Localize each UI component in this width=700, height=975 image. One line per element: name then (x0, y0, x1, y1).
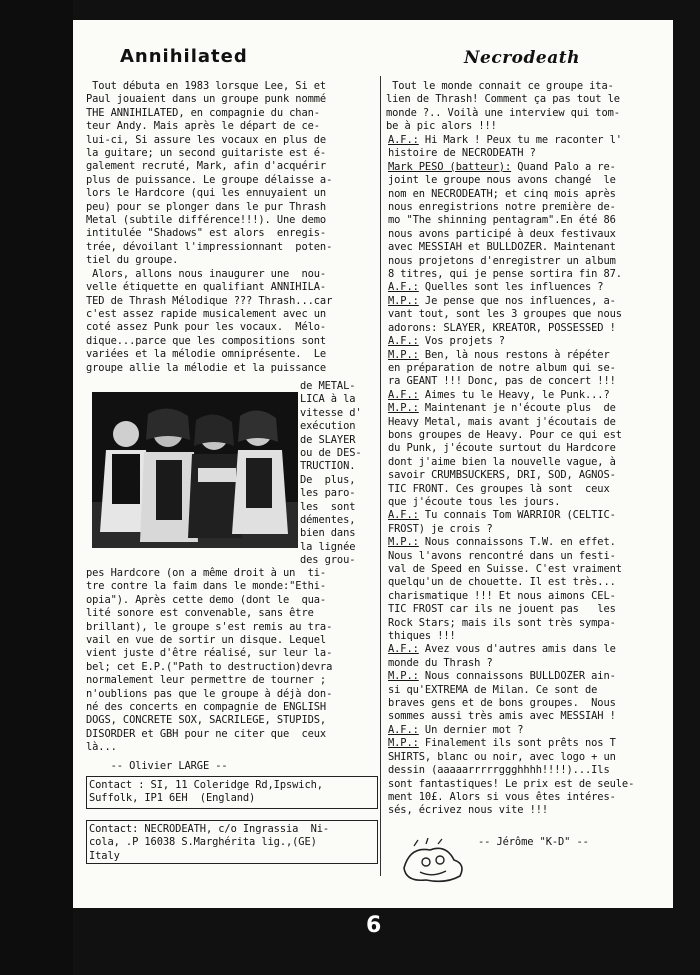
speaker-label: A.F.: (388, 643, 419, 656)
interview-line (388, 563, 678, 576)
interview-line (388, 429, 678, 442)
interview-line (388, 496, 678, 509)
article-line: opia"). Après cette demo (dont le qua- (86, 593, 327, 606)
article-line: les sont (300, 500, 356, 513)
interview-line (388, 241, 678, 254)
interview-text: nous enregistrions notre première de- (388, 201, 616, 214)
band-photo (92, 392, 298, 548)
intro-line: Tout le monde connait ce groupe ita- (386, 80, 614, 92)
interview-text: savoir CRUMBSUCKERS, DRI, SOD, AGNOS- (388, 469, 616, 482)
interview-line (388, 791, 678, 804)
necrodeath-title: Necrodeath (464, 48, 580, 68)
interview-line (388, 697, 678, 710)
article-line: groupe allie la mélodie et la puissance (86, 361, 327, 374)
article-line: Paul jouaient dans un groupe punk nommé (86, 93, 327, 106)
interview-line (388, 375, 678, 388)
interview-line (388, 469, 678, 482)
interview-line (388, 322, 678, 335)
speaker-label: A.F.: (388, 281, 419, 294)
interview-line (388, 161, 678, 174)
interview-line (388, 134, 678, 147)
interview-text: sés, écrivez nous vite !!! (388, 804, 549, 817)
interview-text: histoire de NECRODEATH ? (388, 147, 536, 160)
interview-line (388, 737, 678, 750)
interview-line (388, 550, 678, 563)
interview-line (388, 308, 678, 321)
interview-text: Un dernier mot ? (418, 723, 524, 736)
speaker-label: M.P.: (388, 294, 419, 307)
interview-line (388, 188, 678, 201)
interview-text: du Punk, j'écoute surtout du Hardcore (388, 442, 616, 455)
interview-text: Vos projets ? (418, 335, 505, 348)
interview-text: mo "The shinning pentagram".En été 86 (388, 214, 616, 227)
article-line: variées et la mélodie omniprésente. Le (86, 348, 327, 361)
interview-text: Tu connais Tom WARRIOR (CELTIC- (418, 509, 616, 522)
interview-text: en préparation de notre album qui se- (388, 361, 616, 374)
interview-text: nom en NECRODEATH; et cinq mois après (388, 187, 616, 200)
article-line: vail en vue de sortir un disque. Lequel (86, 634, 327, 647)
article-line: des grou- (300, 554, 356, 567)
interview-line (388, 603, 678, 616)
interview-line (388, 751, 678, 764)
interview-text: SHIRTS, blanc ou noir, avec logo + un (388, 750, 616, 763)
interview-text: vant tout, sont les 3 groupes que nous (388, 308, 622, 321)
interview-line (388, 174, 678, 187)
interview-text: Maintenant je n'écoute plus de (418, 402, 616, 415)
speaker-label: A.F.: (388, 509, 419, 522)
interview-line (388, 147, 678, 160)
interview-text: TIC FRONT. Ces groupes là sont ceux (388, 482, 610, 495)
interview-text: Quelles sont les influences ? (418, 281, 604, 294)
intro-line: lien de Thrash! Comment ça pas tout le (386, 93, 620, 106)
contact-line: Contact: NECRODEATH, c/o Ingrassia Ni- (89, 823, 330, 835)
speaker-label: Mark PESO (batteur): (388, 160, 512, 173)
interview-line (388, 255, 678, 268)
interview-text: Heavy Metal, mais avant j'écoutais de (388, 415, 616, 428)
article-line: de METAL- (300, 380, 356, 392)
interview-line (388, 483, 678, 496)
interview-text: Je pense que nos influences, a- (418, 294, 616, 307)
interview-text: FROST) je crois ? (388, 522, 493, 535)
interview-text: bons groupes de Heavy. Pour ce qui est (388, 428, 622, 441)
interview-line (388, 724, 678, 737)
article-line: TRUCTION. (300, 460, 356, 473)
doodle-illustration (396, 838, 476, 886)
interview-text: thiques !!! (388, 630, 456, 643)
article-line: bien dans (300, 527, 356, 540)
interview-text: Aimes tu le Heavy, le Punk...? (418, 388, 610, 401)
interview-line (388, 362, 678, 375)
article-line: tiel du groupe. (86, 254, 179, 267)
interview-line (388, 804, 678, 817)
article-line: lui-ci, Si assure les vocaux en plus de (86, 133, 327, 146)
speaker-label: M.P.: (388, 402, 419, 415)
speaker-label: M.P.: (388, 536, 419, 549)
interview-text: Hi Mark ! Peux tu me raconter l' (418, 134, 622, 146)
article-line: teur Andy. Mais après le départ de ce- (86, 120, 320, 133)
interview-line (388, 456, 678, 469)
article-line: DOGS, CONCRETE SOX, SACRILEGE, STUPIDS, (86, 714, 327, 727)
article-line: LICA à la (300, 393, 356, 406)
interview-line (388, 201, 678, 214)
annihilated-article-wrap (300, 380, 382, 568)
speaker-label: M.P.: (388, 670, 419, 683)
interview-line (388, 778, 678, 791)
article-line: lité sonore est convenable, sans être (86, 607, 314, 620)
interview-text: quelqu'un de chouette. Il est très... (388, 576, 616, 589)
necrodeath-contact-box (86, 820, 378, 864)
interview-text: Ben, là nous restons à répéter (418, 348, 610, 361)
article-line: velle étiquette en qualifiant ANNIHILA- (86, 281, 327, 294)
article-line: là... (86, 741, 117, 754)
article-line: lors le Hardcore (qui les ennuyaient un (86, 187, 327, 200)
article-line: ou de DES- (300, 447, 362, 460)
article-line: les paro- (300, 487, 356, 500)
interview-line (388, 228, 678, 241)
annihilated-article-part2 (86, 567, 378, 755)
necrodeath-intro (386, 80, 676, 134)
interview-line (388, 335, 678, 348)
interview-text: Nous connaissons T.W. en effet. (418, 536, 616, 549)
article-line: vient juste d'être réalisé, sur leur la- (86, 647, 333, 660)
article-line: De plus, (300, 473, 356, 486)
interview-text: Rock Stars; mais ils sont très sympa- (388, 616, 616, 629)
interview-text: val de Speed en Suisse. C'est vraiment (388, 563, 622, 575)
annihilated-contact-box (86, 776, 378, 809)
article-line: tre contre la faim dans le monde:"Ethi- (86, 580, 327, 593)
article-line: TED de Thrash Mélodique ??? Thrash...car (86, 294, 333, 307)
annihilated-signature: -- Olivier LARGE -- (86, 760, 228, 772)
interview-line (388, 442, 678, 455)
interview-line (388, 416, 678, 429)
article-line: né des concerts en compagnie de ENGLISH (86, 701, 327, 714)
article-line: Alors, allons nous inaugurer une nou- (86, 267, 327, 280)
article-line: intitulée "Shadows" est alors enregis- (86, 227, 327, 240)
page-number: 6 (366, 913, 382, 938)
speaker-label: M.P.: (388, 348, 419, 361)
interview-line (388, 670, 678, 683)
intro-line: monde ?.. Voilà une interview qui tom- (386, 106, 620, 119)
interview-text: TIC FROST car ils ne jouent pas les (388, 603, 616, 616)
speaker-label: A.F.: (388, 134, 419, 146)
article-line: plus de puissance. Le groupe délaisse a- (86, 173, 333, 186)
speaker-label: A.F.: (388, 388, 419, 401)
interview-text: sommes aussi très amis avec MESSIAH ! (388, 710, 616, 723)
interview-text: Finalement ils sont prêts nos T (418, 737, 616, 750)
article-line: exécution (300, 420, 356, 433)
interview-text: que j'écoute tous les jours. (388, 495, 561, 508)
interview-line (388, 281, 678, 294)
interview-text: 8 titres, qui je pense sortira fin 87. (388, 268, 622, 281)
article-line: démentes, (300, 514, 356, 527)
interview-line (388, 268, 678, 281)
left-black-margin (0, 0, 73, 975)
interview-line (388, 536, 678, 549)
article-line: trée, dévoilant l'impressionnant poten- (86, 240, 333, 253)
article-line: c'est assez rapide musicalement avec un (86, 307, 327, 320)
column-divider (380, 76, 381, 876)
article-line: bel; cet E.P.("Path to destruction)devra (86, 660, 333, 673)
interview-text: nous projetons d'enregistrer un album (388, 254, 616, 267)
article-line: la lignée (300, 540, 356, 553)
contact-line: cola, .P 16038 S.Marghérita lig.,(GE) (89, 836, 317, 849)
interview-text: sont fantastiques! Le prix est de seule- (388, 777, 635, 790)
interview-text: braves gens et de bons groupes. Nous (388, 697, 616, 710)
interview-line (388, 643, 678, 656)
contact-line: Italy (89, 849, 120, 862)
interview-line (388, 630, 678, 643)
interview-text: ra GEANT !!! Donc, pas de concert !!! (388, 375, 616, 388)
contact-line: Contact : SI, 11 Coleridge Rd,Ipswich, (89, 779, 323, 791)
interview-line (388, 509, 678, 522)
article-line: Metal (subtile différence!!!). Une demo (86, 214, 327, 227)
interview-line (388, 349, 678, 362)
interview-text: ment 10£. Alors si vous êtes intéres- (388, 790, 616, 803)
interview-line (388, 402, 678, 415)
interview-text: joint le groupe nous avons changé le (388, 174, 616, 187)
interview-text: si qu'EXTREMA de Milan. Ce sont de (388, 683, 598, 696)
interview-text: dont j'aime bien la nouvelle vague, à (388, 455, 616, 468)
article-line: galement recruté, Mark, afin d'acquérir (86, 160, 327, 173)
speaker-label: M.P.: (388, 737, 419, 750)
article-line: Tout débuta en 1983 lorsque Lee, Si et (86, 80, 327, 92)
annihilated-title: Annihilated (120, 46, 248, 67)
interview-line (388, 576, 678, 589)
interview-text: monde du Thrash ? (388, 656, 493, 669)
interview-text: Avez vous d'autres amis dans le (418, 643, 616, 656)
article-line: vitesse d' (300, 406, 362, 419)
contact-line: Suffolk, IP1 6EH (England) (89, 792, 256, 805)
intro-line: be à pic alors !!! (386, 120, 497, 133)
interview-line (388, 617, 678, 630)
article-line: n'oublions pas que le groupe à déjà don- (86, 687, 333, 700)
article-line: dique...parce que les compositions sont (86, 334, 327, 347)
interview-text: Quand Palo a re- (511, 160, 616, 173)
article-line: pes Hardcore (on a même droit à un ti- (86, 567, 327, 579)
interview-line (388, 764, 678, 777)
article-line: de SLAYER (300, 433, 356, 446)
interview-line (388, 295, 678, 308)
annihilated-article-part1 (86, 80, 378, 375)
interview-line (388, 523, 678, 536)
interview-text: adorons: SLAYER, KREATOR, POSSESSED ! (388, 321, 616, 334)
interview-text: Nous connaissons BULLDOZER ain- (418, 670, 616, 683)
speaker-label: A.F.: (388, 335, 419, 348)
article-line: DISORDER et GBH pour ne citer que ceux (86, 727, 327, 740)
interview-line (388, 389, 678, 402)
article-line: la guitare; un second guitariste est é- (86, 147, 327, 160)
interview-text: avec MESSIAH et BULLDOZER. Maintenant (388, 241, 616, 254)
interview-line (388, 214, 678, 227)
article-line: brillant), le groupe s'est remis au tra- (86, 620, 333, 633)
article-line: normalement leur permettre de tourner ; (86, 674, 327, 687)
article-line: THE ANNIHILATED, en compagnie du chan- (86, 106, 320, 119)
necrodeath-signature: -- Jérôme "K-D" -- (478, 836, 589, 848)
interview-text: dessin (aaaaarrrrrggghhhh!!!!)...Ils (388, 764, 610, 777)
speaker-label: A.F.: (388, 723, 419, 736)
article-line: peu) pour se plonger dans le pur Thrash (86, 200, 327, 213)
interview-line (388, 710, 678, 723)
article-line: coté assez Punk pour les vocaux. Mélo- (86, 321, 327, 334)
band-photo-image (92, 392, 298, 548)
interview-text: charismatique !!! Et nous aimons CEL- (388, 589, 616, 602)
interview-text: nous avons participé à deux festivaux (388, 227, 616, 240)
interview-line (388, 590, 678, 603)
interview-line (388, 684, 678, 697)
interview-line (388, 657, 678, 670)
interview-text: Nous l'avons rencontré dans un festi- (388, 549, 616, 562)
necrodeath-interview (388, 134, 678, 818)
